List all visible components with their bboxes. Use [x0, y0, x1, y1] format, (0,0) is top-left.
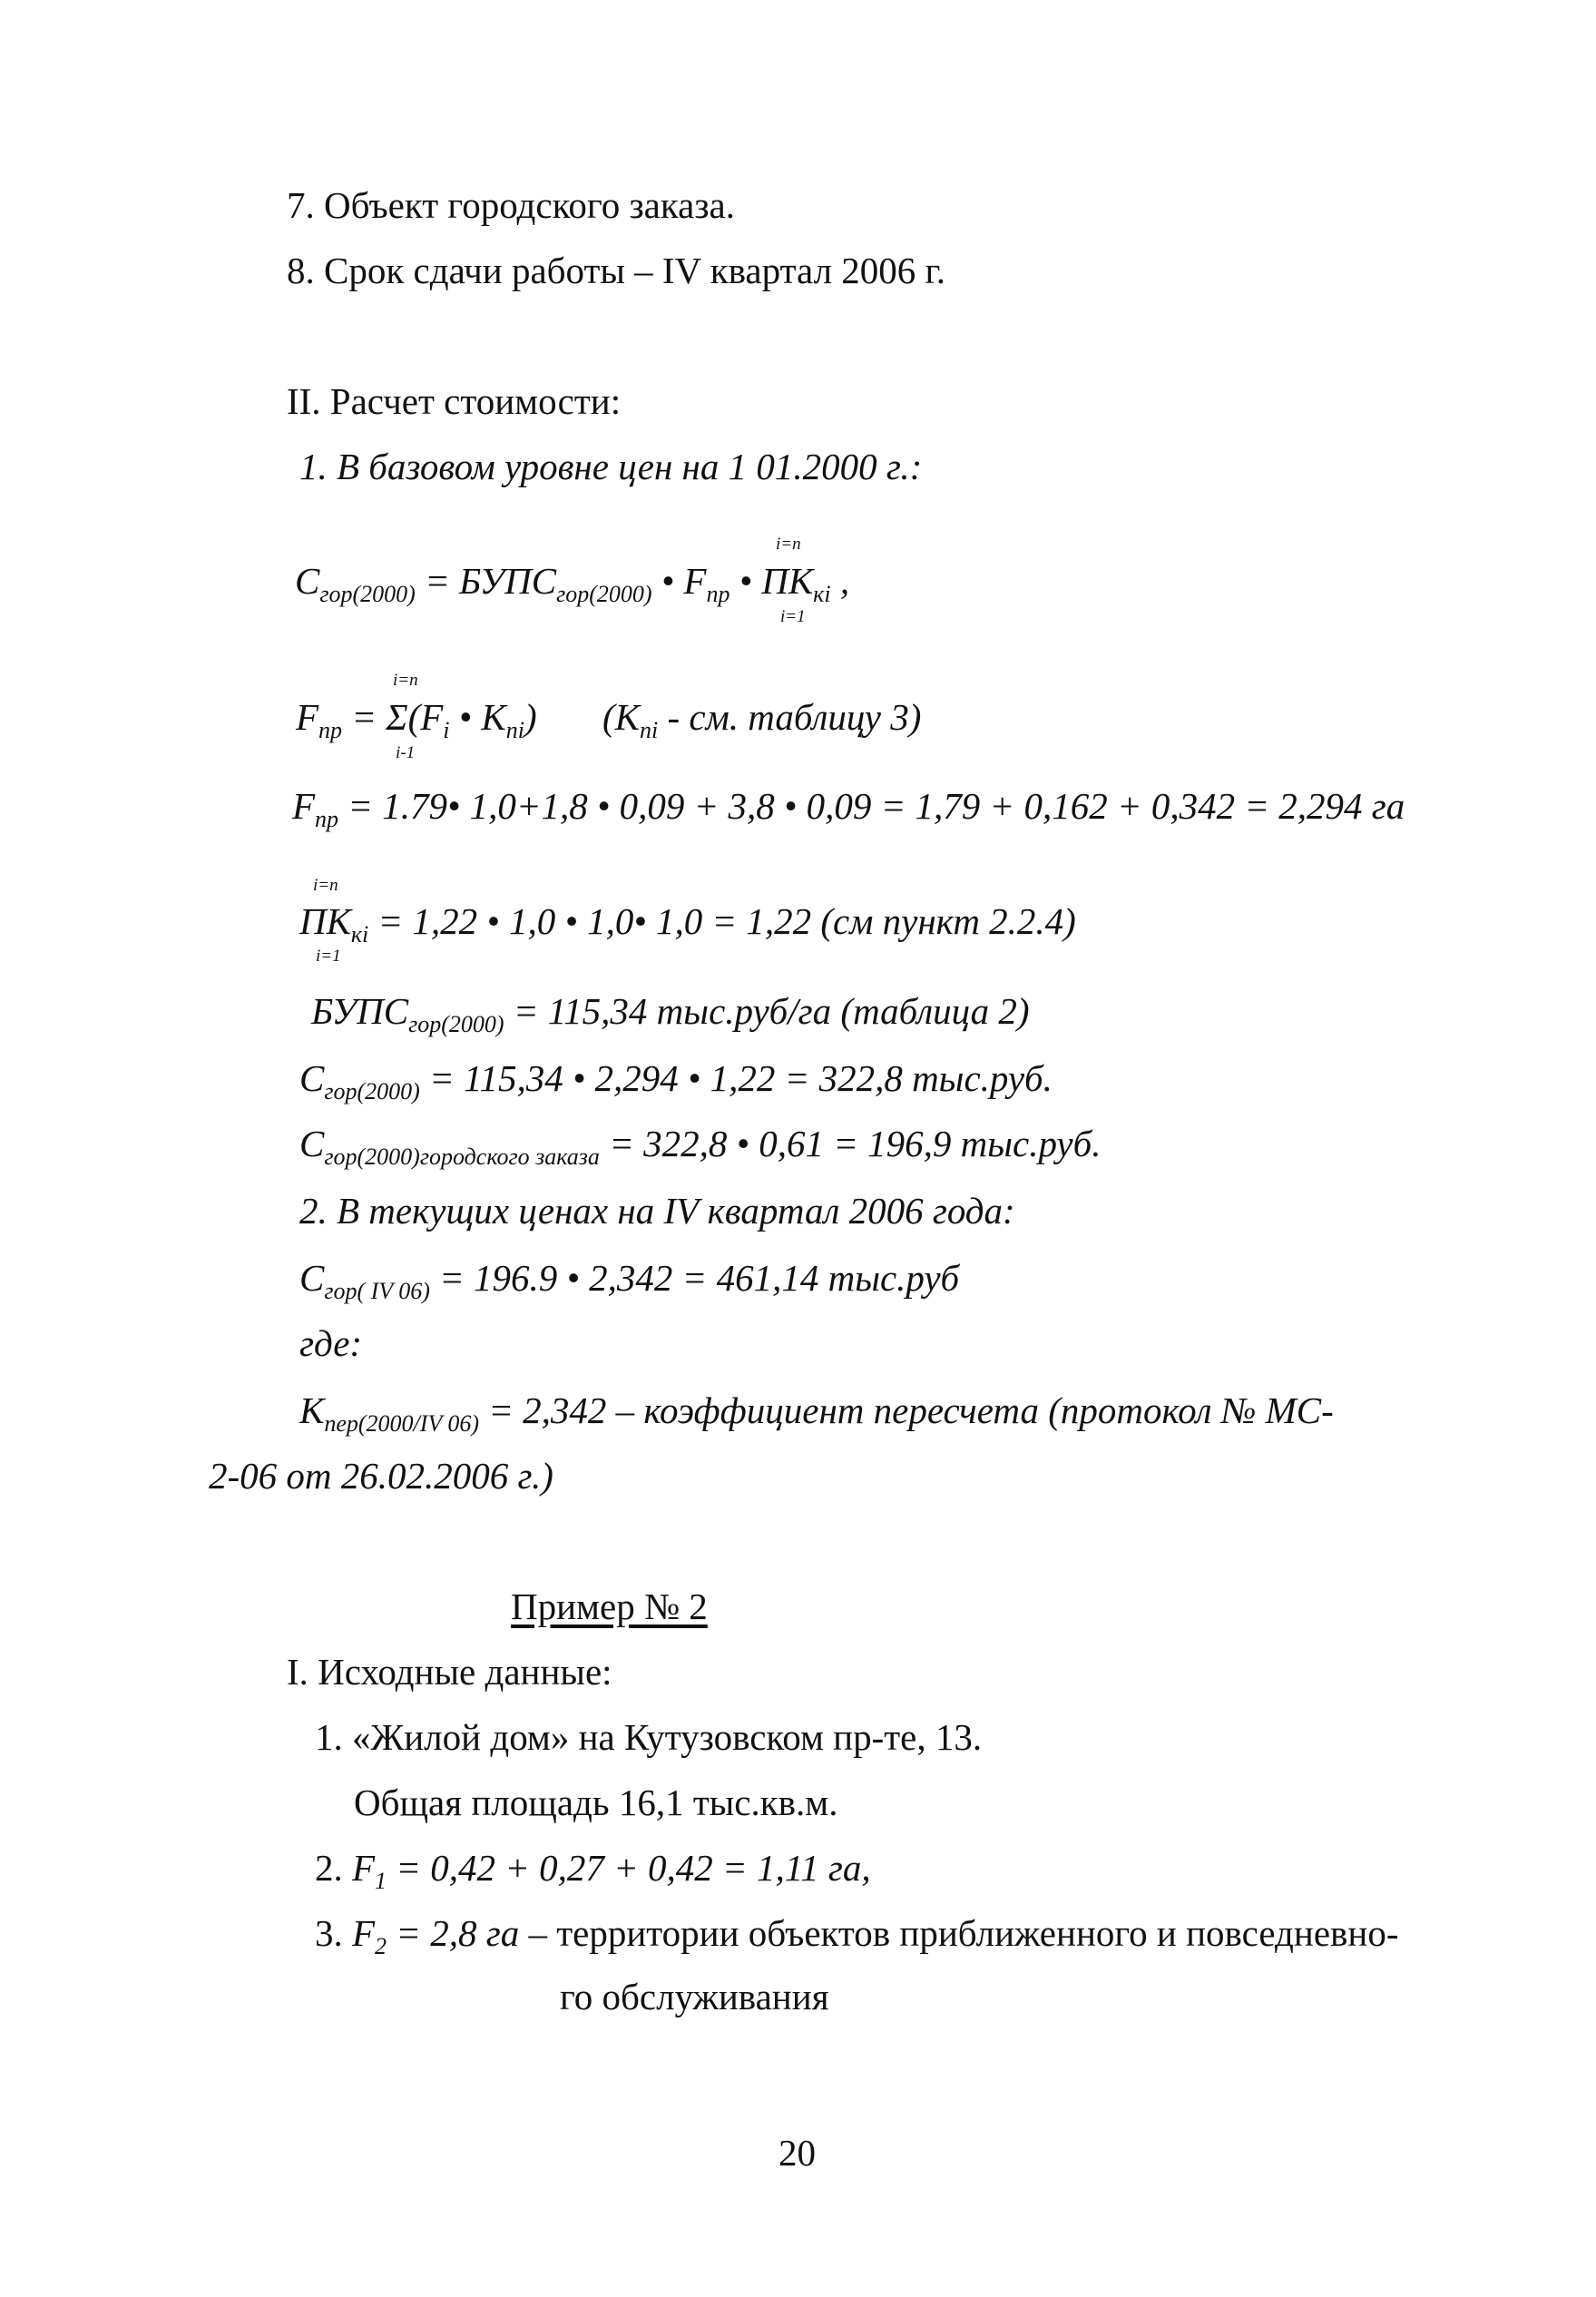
formula-subscript: пр	[318, 717, 343, 744]
formula-text: = 1.79• 1,0+1,8 • 0,09 + 3,8 • 0,09 = 1,79 + 0,162 + 0,342 = 2,294 га	[338, 785, 1405, 827]
formula-symbol: ПК	[299, 900, 351, 942]
example-item-3	[315, 1912, 1399, 1960]
sum-limit-bottom: i-1	[396, 743, 416, 762]
formula-text: = 1,22 • 1,0 • 1,0• 1,0 = 1,22 (см пункт 2.2.4)	[368, 900, 1076, 942]
formula-symbol: F	[352, 1912, 376, 1954]
formula-text: ,	[830, 560, 850, 602]
formula-subscript: гор(2000)	[324, 1078, 420, 1105]
formula-subscript: пер(2000/IV 06)	[324, 1410, 480, 1438]
bups-value	[311, 990, 1030, 1038]
formula-symbol: C	[299, 1257, 325, 1299]
formula-text: = Σ(F	[342, 696, 444, 738]
formula-text: (K	[602, 696, 640, 738]
formula-text: = 0,42 + 0,27 + 0,42 = 1,11 га,	[387, 1847, 871, 1889]
formula-f-note	[602, 696, 922, 744]
formula-text: )	[524, 696, 537, 738]
formula-subscript: пр	[315, 806, 339, 833]
recalc-coefficient	[299, 1389, 1334, 1438]
sum-limit-top: i=n	[393, 671, 418, 690]
formula-text: = 196.9 • 2,342 = 461,14 тыс.руб	[429, 1257, 960, 1299]
subsection-2-heading: 2. В текущих ценах на IV квартал 2006 года:	[299, 1190, 1015, 1232]
product-limit-bottom: i=1	[316, 947, 341, 966]
product-limit-top: i=n	[313, 876, 338, 895]
where-label: где:	[299, 1322, 363, 1364]
formula-subscript: гор(2000)	[319, 581, 416, 608]
item-8: 8. Срок сдачи работы – IV квартал 2006 г.	[287, 250, 945, 291]
example-item-1-area: Общая площадь 16,1 тыс.кв.м.	[354, 1782, 838, 1823]
formula-subscript: ni	[640, 717, 659, 744]
formula-symbol: F	[296, 696, 319, 738]
formula-subscript: 2	[375, 1933, 387, 1960]
formula-symbol: C	[295, 560, 320, 602]
formula-text: = 115,34 • 2,294 • 1,22 = 322,8 тыс.руб.	[419, 1057, 1053, 1099]
formula-symbol: C	[299, 1057, 325, 1099]
formula-subscript: гор(2000)	[408, 1011, 504, 1038]
cost-2006	[299, 1257, 960, 1305]
example-item-2	[315, 1847, 871, 1895]
recalc-coefficient-cont: 2-06 от 26.02.2006 г.)	[209, 1455, 553, 1497]
item-7: 7. Объект городского заказа.	[287, 184, 735, 226]
formula-subscript: гор( IV 06)	[324, 1278, 430, 1305]
cost-2000	[299, 1057, 1053, 1105]
formula-symbol: БУПС	[311, 990, 409, 1032]
cost-2000-city-order	[299, 1125, 1101, 1169]
product-limit-bottom: i=1	[780, 607, 806, 626]
item-text: – территории объектов приближенного и повседневно-	[519, 1912, 1399, 1954]
product-limit-top: i=n	[776, 535, 801, 554]
calc-f-area	[292, 785, 1405, 833]
formula-text: • K	[449, 696, 506, 738]
initial-data-heading: I. Исходные данные:	[287, 1651, 612, 1693]
formula-text: = БУПС	[415, 560, 557, 602]
formula-subscript: 1	[375, 1868, 387, 1895]
formula-symbol: C	[299, 1123, 325, 1164]
formula-text: • F	[651, 560, 707, 602]
formula-subscript: i	[443, 717, 450, 744]
formula-symbol: F	[352, 1847, 376, 1889]
formula-text: - см. таблицу 3)	[658, 696, 922, 738]
formula-subscript: кi	[350, 921, 369, 948]
calc-pk	[299, 900, 1076, 948]
subsection-1-heading: 1. В базовом уровне цен на 1 01.2000 г.:	[299, 446, 923, 487]
formula-text: • ПК	[729, 560, 814, 602]
formula-subscript: ni	[505, 717, 524, 744]
example-title: Пример № 2	[511, 1585, 708, 1627]
formula-symbol: F	[292, 785, 316, 827]
item-number: 2.	[315, 1847, 352, 1889]
formula-symbol: K	[299, 1389, 325, 1431]
formula-f-area	[296, 696, 537, 744]
formula-text: = 2,342 – коэффициент пересчета (протокол № МС-	[479, 1389, 1334, 1431]
formula-subscript: кi	[813, 581, 831, 608]
formula-text: = 322,8 • 0,61 = 196,9 тыс.руб.	[599, 1123, 1102, 1164]
formula-cost-main	[295, 560, 850, 608]
formula-subscript: гор(2000)	[556, 581, 652, 608]
formula-text: = 115,34 тыс.руб/га (таблица 2)	[504, 990, 1030, 1032]
page-number: 20	[778, 2132, 816, 2174]
example-item-3-cont: го обслуживания	[560, 1976, 829, 2017]
formula-text: = 2,8 га	[387, 1912, 520, 1954]
section-heading: II. Расчет стоимости:	[287, 380, 622, 422]
example-item-1: 1. «Жилой дом» на Кутузовском пр-те, 13.	[315, 1716, 983, 1758]
formula-subscript: пр	[706, 581, 730, 608]
formula-subscript: гор(2000)городского заказа	[324, 1144, 600, 1171]
item-number: 3.	[315, 1912, 352, 1954]
